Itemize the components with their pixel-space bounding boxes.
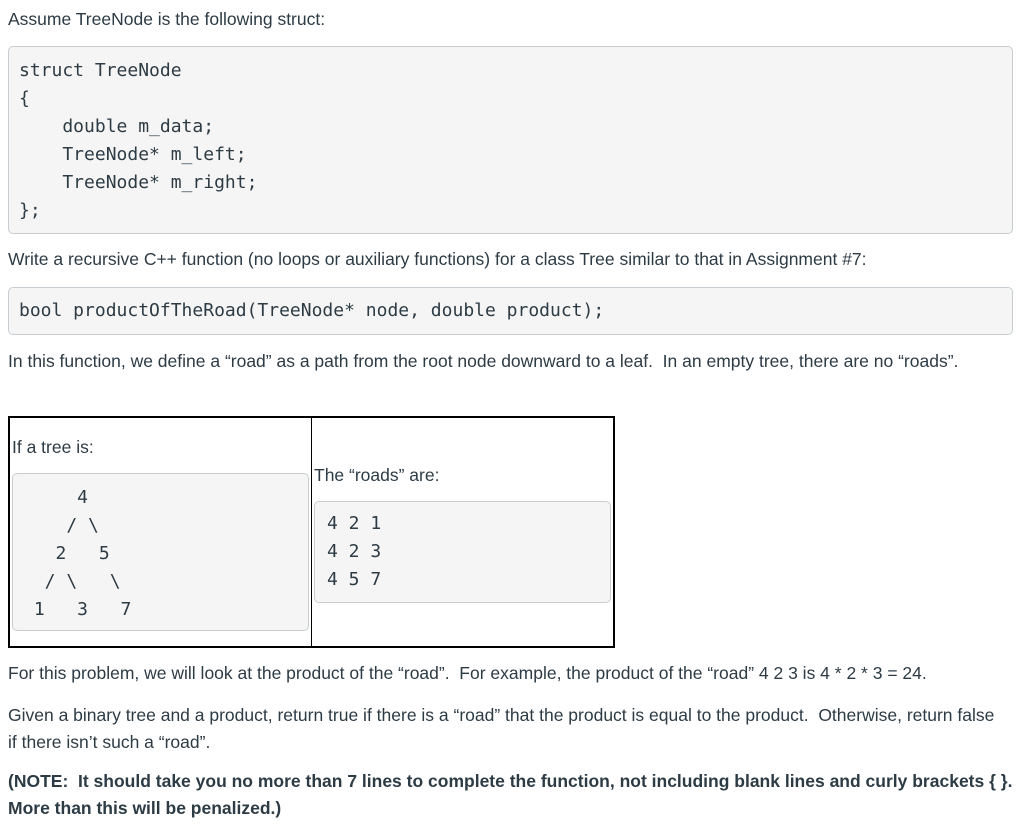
roads-cell [312, 417, 615, 647]
signature-code: bool productOfTheRoad(TreeNode* node, double product); [19, 300, 605, 321]
example-table [8, 416, 615, 648]
task-text: Write a recursive C++ function (no loops or auxiliary functions) for a class Tree similar to that in Assignment #7: [8, 249, 867, 269]
tree-cell [9, 417, 312, 647]
struct-code-block [8, 46, 1013, 234]
road-definition-text: In this function, we define a “road” as a path from the root node downward to a leaf. In an empty tree, there are no “roads”. [8, 351, 959, 371]
roads-list: 4 2 1 4 2 3 4 5 7 [327, 513, 382, 590]
product-explanation-text: For this problem, we will look at the product of the “road”. For example, the product of the “road” 4 2 3 is 4 * 2 * 3 = 24. [8, 663, 927, 683]
tree-diagram-block [12, 473, 309, 631]
struct-code: struct TreeNode { double m_data; TreeNode* m_left; TreeNode* m_right; }; [19, 60, 258, 221]
return-rule-text: Given a binary tree and a product, return true if there is a “road” that the product is equal to the product. Otherwise, return false if there isn’t such a “road”. [8, 705, 1000, 752]
note-text: (NOTE: It should take you no more than 7 lines to complete the function, not including blank lines and curly brackets { }. More than this will be penalized.) [8, 771, 1023, 818]
signature-code-block [8, 287, 1013, 335]
tree-label: If a tree is: [12, 437, 94, 457]
roads-list-block [314, 501, 611, 603]
tree-diagram: 4 / \ 2 5 / \ \ 1 3 7 [33, 487, 132, 620]
roads-label: The “roads” are: [314, 465, 440, 485]
intro-text: Assume TreeNode is the following struct: [8, 9, 326, 29]
